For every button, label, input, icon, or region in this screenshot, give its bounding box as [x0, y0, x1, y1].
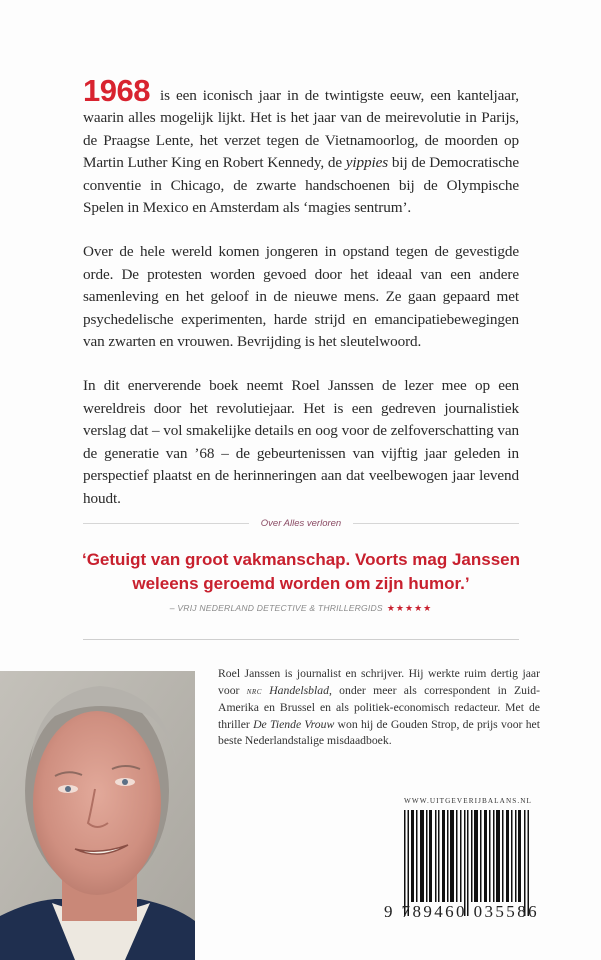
back-cover-blurb [83, 73, 519, 532]
blurb-paragraph-1: 1968 is een iconisch jaar in de twintigste eeuw, een kanteljaar, waarin alles mogelijk lijkt. Het is het jaar van de meirevolutie in Parijs, de Praagse Lente, het verzet tegen de Vietnamoorlog, de moorden op Martin Luther King en Robert Kennedy, de yippies bij de Democratische conventie in Chicago, de zwarte handschoenen bij de Olympische Spelen in Mexico en Amsterdam als ‘magies sentrum’. [83, 73, 519, 217]
section-divider [83, 639, 519, 640]
barcode-icon [398, 810, 538, 916]
review-section-label: Over Alles verloren [260, 517, 342, 529]
author-photo [0, 671, 195, 960]
divider-line-left [83, 523, 249, 524]
blurb-paragraph-2: Over de hele wereld komen jongeren in opstand tegen de gevestigde orde. De protesten worden gevoed door het ideaal van een andere samenleving en het geloof in de nieuwe mens. Ze gaan gepaard met psychedelische experimenten, harde strijd en emancipatiebewegingen van zwarten en vrouwen. Bevrijding is het sleutelwoord. [83, 243, 519, 351]
star-rating-icon: ★★★★★ [386, 603, 433, 613]
isbn-number: 9 789460 035586 [384, 902, 539, 921]
review-quote: ‘Getuigt van groot vakmanschap. Voorts mag Janssen weleens geroemd worden om zijn humor.’ [81, 550, 521, 593]
author-bio: Roel Janssen is journalist en schrijver. Hij werkte ruim dertig jaar voor nrc Handelsblad, onder meer als correspondent in Zuid-Amerika en Brussel en als politiek-economisch redacteur. Met de thriller De Tiende Vrouw won hij de Gouden Strop, de prijs voor het beste Nederlandstalige misdaadboek. [218, 667, 540, 747]
review-source: – VRIJ NEDERLAND DETECTIVE & THRILLERGIDS ★★★★★ [169, 603, 433, 613]
blurb-paragraph-3: In dit enerverende boek neemt Roel Janssen de lezer mee op een wereldreis door het revolutiejaar. Het is een gedreven journalistiek verslag dat – vol smakelijke details en oog voor de zelfoverschatting van de generatie van ’68 – de gebeurtenissen van vijftig jaar geleden in perspectief plaatst en de herinneringen aan dat veelbewogen jaar levend houdt. [83, 377, 519, 507]
publisher-url: WWW.UITGEVERIJBALANS.NL [403, 797, 533, 805]
year-highlight: 1968 [83, 73, 150, 108]
review-section-divider [83, 516, 519, 530]
author-portrait-icon [0, 671, 195, 960]
divider-line-right [353, 523, 519, 524]
